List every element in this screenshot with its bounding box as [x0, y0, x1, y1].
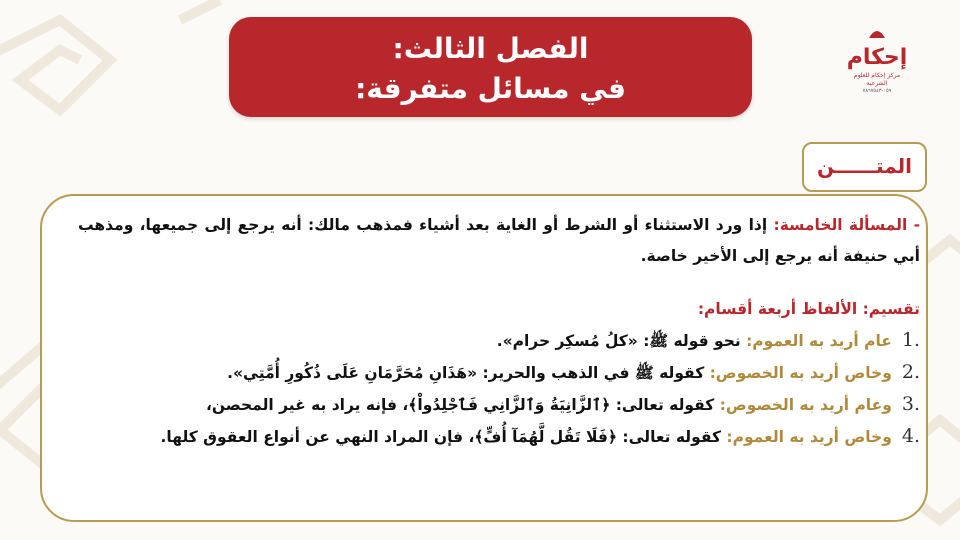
chapter-title: الفصل الثالث:	[392, 32, 589, 65]
item-term: وخاص أريد به العموم:	[726, 428, 892, 446]
item-text: كقوله تعالى: ﴿فَلَا تَقُل لَّهُمَآ أُفٍّ﴾، فإن المراد النهي عن أنواع العقوق كلها.	[160, 428, 727, 446]
list-item	[78, 325, 920, 357]
division-heading: تقسيم: الألفاظ أربعة أقسام:	[697, 300, 920, 318]
issue-paragraph	[78, 210, 920, 272]
dome-icon	[867, 28, 887, 38]
item-term: وخاص أريد به الخصوص:	[709, 364, 892, 382]
item-term: عام أريد به العموم:	[746, 332, 892, 350]
chapter-subtitle: في مسائل متفرقة:	[355, 72, 626, 105]
list-item	[78, 389, 920, 421]
section-tab-label: المتــــــن	[817, 154, 912, 178]
item-number: .4	[901, 425, 920, 447]
issue-label: - المسألة الخامسة:	[773, 216, 920, 234]
list-item	[78, 357, 920, 389]
item-text: نحو قوله ﷺ: «كلُ مُسكِر حرام».	[496, 332, 747, 350]
item-number: .3	[901, 393, 920, 415]
brand-logo	[846, 28, 908, 92]
item-text: كقوله ﷺ في الذهب والحرير: «هَذَانِ مُحَرَّمَانِ عَلَى ذُكُورِ أُمَّتِي».	[227, 364, 710, 382]
list-item	[78, 421, 920, 453]
issue-text: إذا ورد الاستثناء أو الشرط أو الغاية بعد أشياء فمذهب مالك: أنه يرجع إلى جميعها، ومذهب أبي حنيفة أنه يرجع إلى الأخير خاصة.	[78, 216, 920, 265]
logo-word: إحكام	[846, 45, 908, 70]
item-text: كقوله تعالى: ﴿ٱلزَّانِيَةُ وَٱلزَّانِي فَٱجْلِدُواْ﴾، فإنه يراد به غير المحصن،	[205, 396, 720, 414]
item-number: .1	[901, 329, 920, 351]
content-text	[78, 210, 920, 453]
section-tab-matn	[802, 142, 927, 192]
item-number: .2	[901, 361, 920, 383]
chapter-title-banner	[229, 17, 752, 117]
logo-subtitle: مركز إحكام للعلوم الشرعية	[853, 72, 901, 87]
logo-number: ٠٥٩-٧٨٦٧٥٤٣	[862, 88, 892, 94]
item-term: وعام أريد به الخصوص:	[719, 396, 892, 414]
